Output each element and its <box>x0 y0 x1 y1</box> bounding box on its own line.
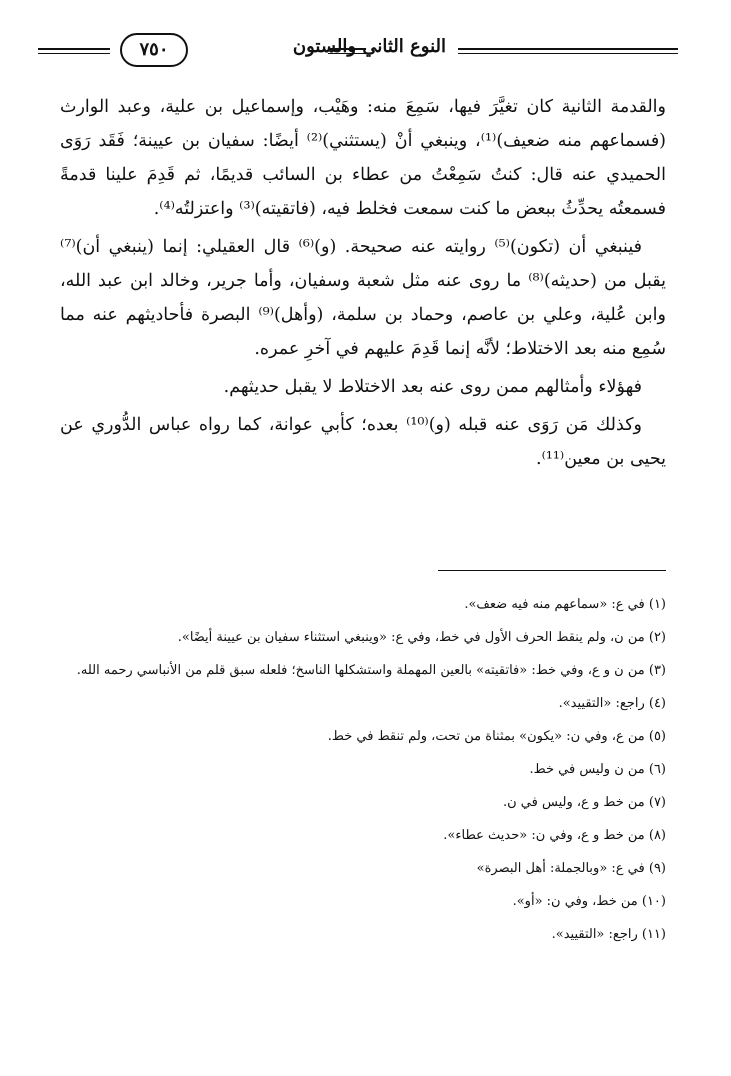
page-number: ٧٥٠ <box>120 33 188 67</box>
paragraph-4: وكذلك مَن رَوَى عنه قبله (و)⁽¹⁰⁾ بعده؛ كأبي عوانة، كما رواه عباس الدُّوري عن يحيى بن معين⁽¹¹⁾. <box>60 415 666 469</box>
footnote-3: (٣) من ن و ع، وفي خط: «فاتقيته» بالعين المهملة واستشكلها الناسخ؛ فلعله سبق قلم من الأنباسي رحمه الله. <box>76 663 666 678</box>
paragraph-3: فهؤلاء وأمثالهم ممن روى عنه بعد الاختلاط لا يقبل حديثهم. <box>223 377 642 397</box>
footnotes <box>60 596 666 959</box>
chapter-title: النوع الثاني والستون <box>292 36 446 57</box>
footnote-8: (٨) من خط و ع، وفي ن: «حديث عطاء». <box>443 828 666 843</box>
main-text <box>60 90 666 480</box>
page-header <box>38 30 678 70</box>
footnote-1: (١) في ع: «سماعهم منه فيه ضعف». <box>464 597 666 612</box>
footnote-9: (٩) في ع: «وبالجملة: أهل البصرة» <box>476 861 666 876</box>
footnote-2: (٢) من ن، ولم ينقط الحرف الأول في خط، وفي ع: «وينبغي استثناء سفيان بن عيينة أيضًا». <box>177 630 666 645</box>
footnote-6: (٦) من ن وليس في خط. <box>529 762 666 777</box>
footnote-4: (٤) راجع: «التقييد». <box>558 696 666 711</box>
footnote-5: (٥) من ع، وفي ن: «يكون» بمثناة من تحت، ولم تنقط في خط. <box>327 729 666 744</box>
paragraph-2: فينبغي أن (تكون)⁽⁵⁾ روايته عنه صحيحة. (و)⁽⁶⁾ قال العقيلي: إنما (ينبغي أن)⁽⁷⁾ يقبل من (حديثه)⁽⁸⁾ ما روى عنه مثل شعبة وسفيان، وأما جرير، وخالد ابن عبد الله، وابن عُلية، وعلي بن عاصم، وحماد بن سلمة، (وأهل)⁽⁹⁾ البصرة فأحاديثهم عنه مما سُمِع منه بعد الاختلاط؛ لأنَّه إنما قَدِمَ عليهم في آخرِ عمره. <box>60 237 667 359</box>
footnote-7: (٧) من خط و ع، وليس في ن. <box>503 795 666 810</box>
header-rule-middle <box>328 48 366 54</box>
paragraph-1: والقدمة الثانية كان تغيَّرَ فيها، سَمِعَ منه: وهَيْب، وإسماعيل بن علية، وعبد الوارث (فسماعهم منه ضعيف)⁽¹⁾، وينبغي أنْ (يستثني)⁽²⁾ أيضًا: سفيان بن عيينة؛ فَقَد رَوَى الحميدي عنه قال: كنتُ سَمِعْتُ من عطاء بن السائب قديمًا، ثم قَدِمَ علينا قدمةً فسمعتُه يحدِّثُ ببعض ما كنت سمعت فخلط فيه، (فاتقيته)⁽³⁾ واعتزلتُه⁽⁴⁾. <box>60 97 667 219</box>
footnote-10: (١٠) من خط، وفي ن: «أو». <box>512 894 666 909</box>
header-rule-right <box>458 48 678 54</box>
footnote-11: (١١) راجع: «التقييد». <box>551 927 666 942</box>
header-rule-left <box>38 48 110 54</box>
footnote-divider <box>438 570 666 571</box>
